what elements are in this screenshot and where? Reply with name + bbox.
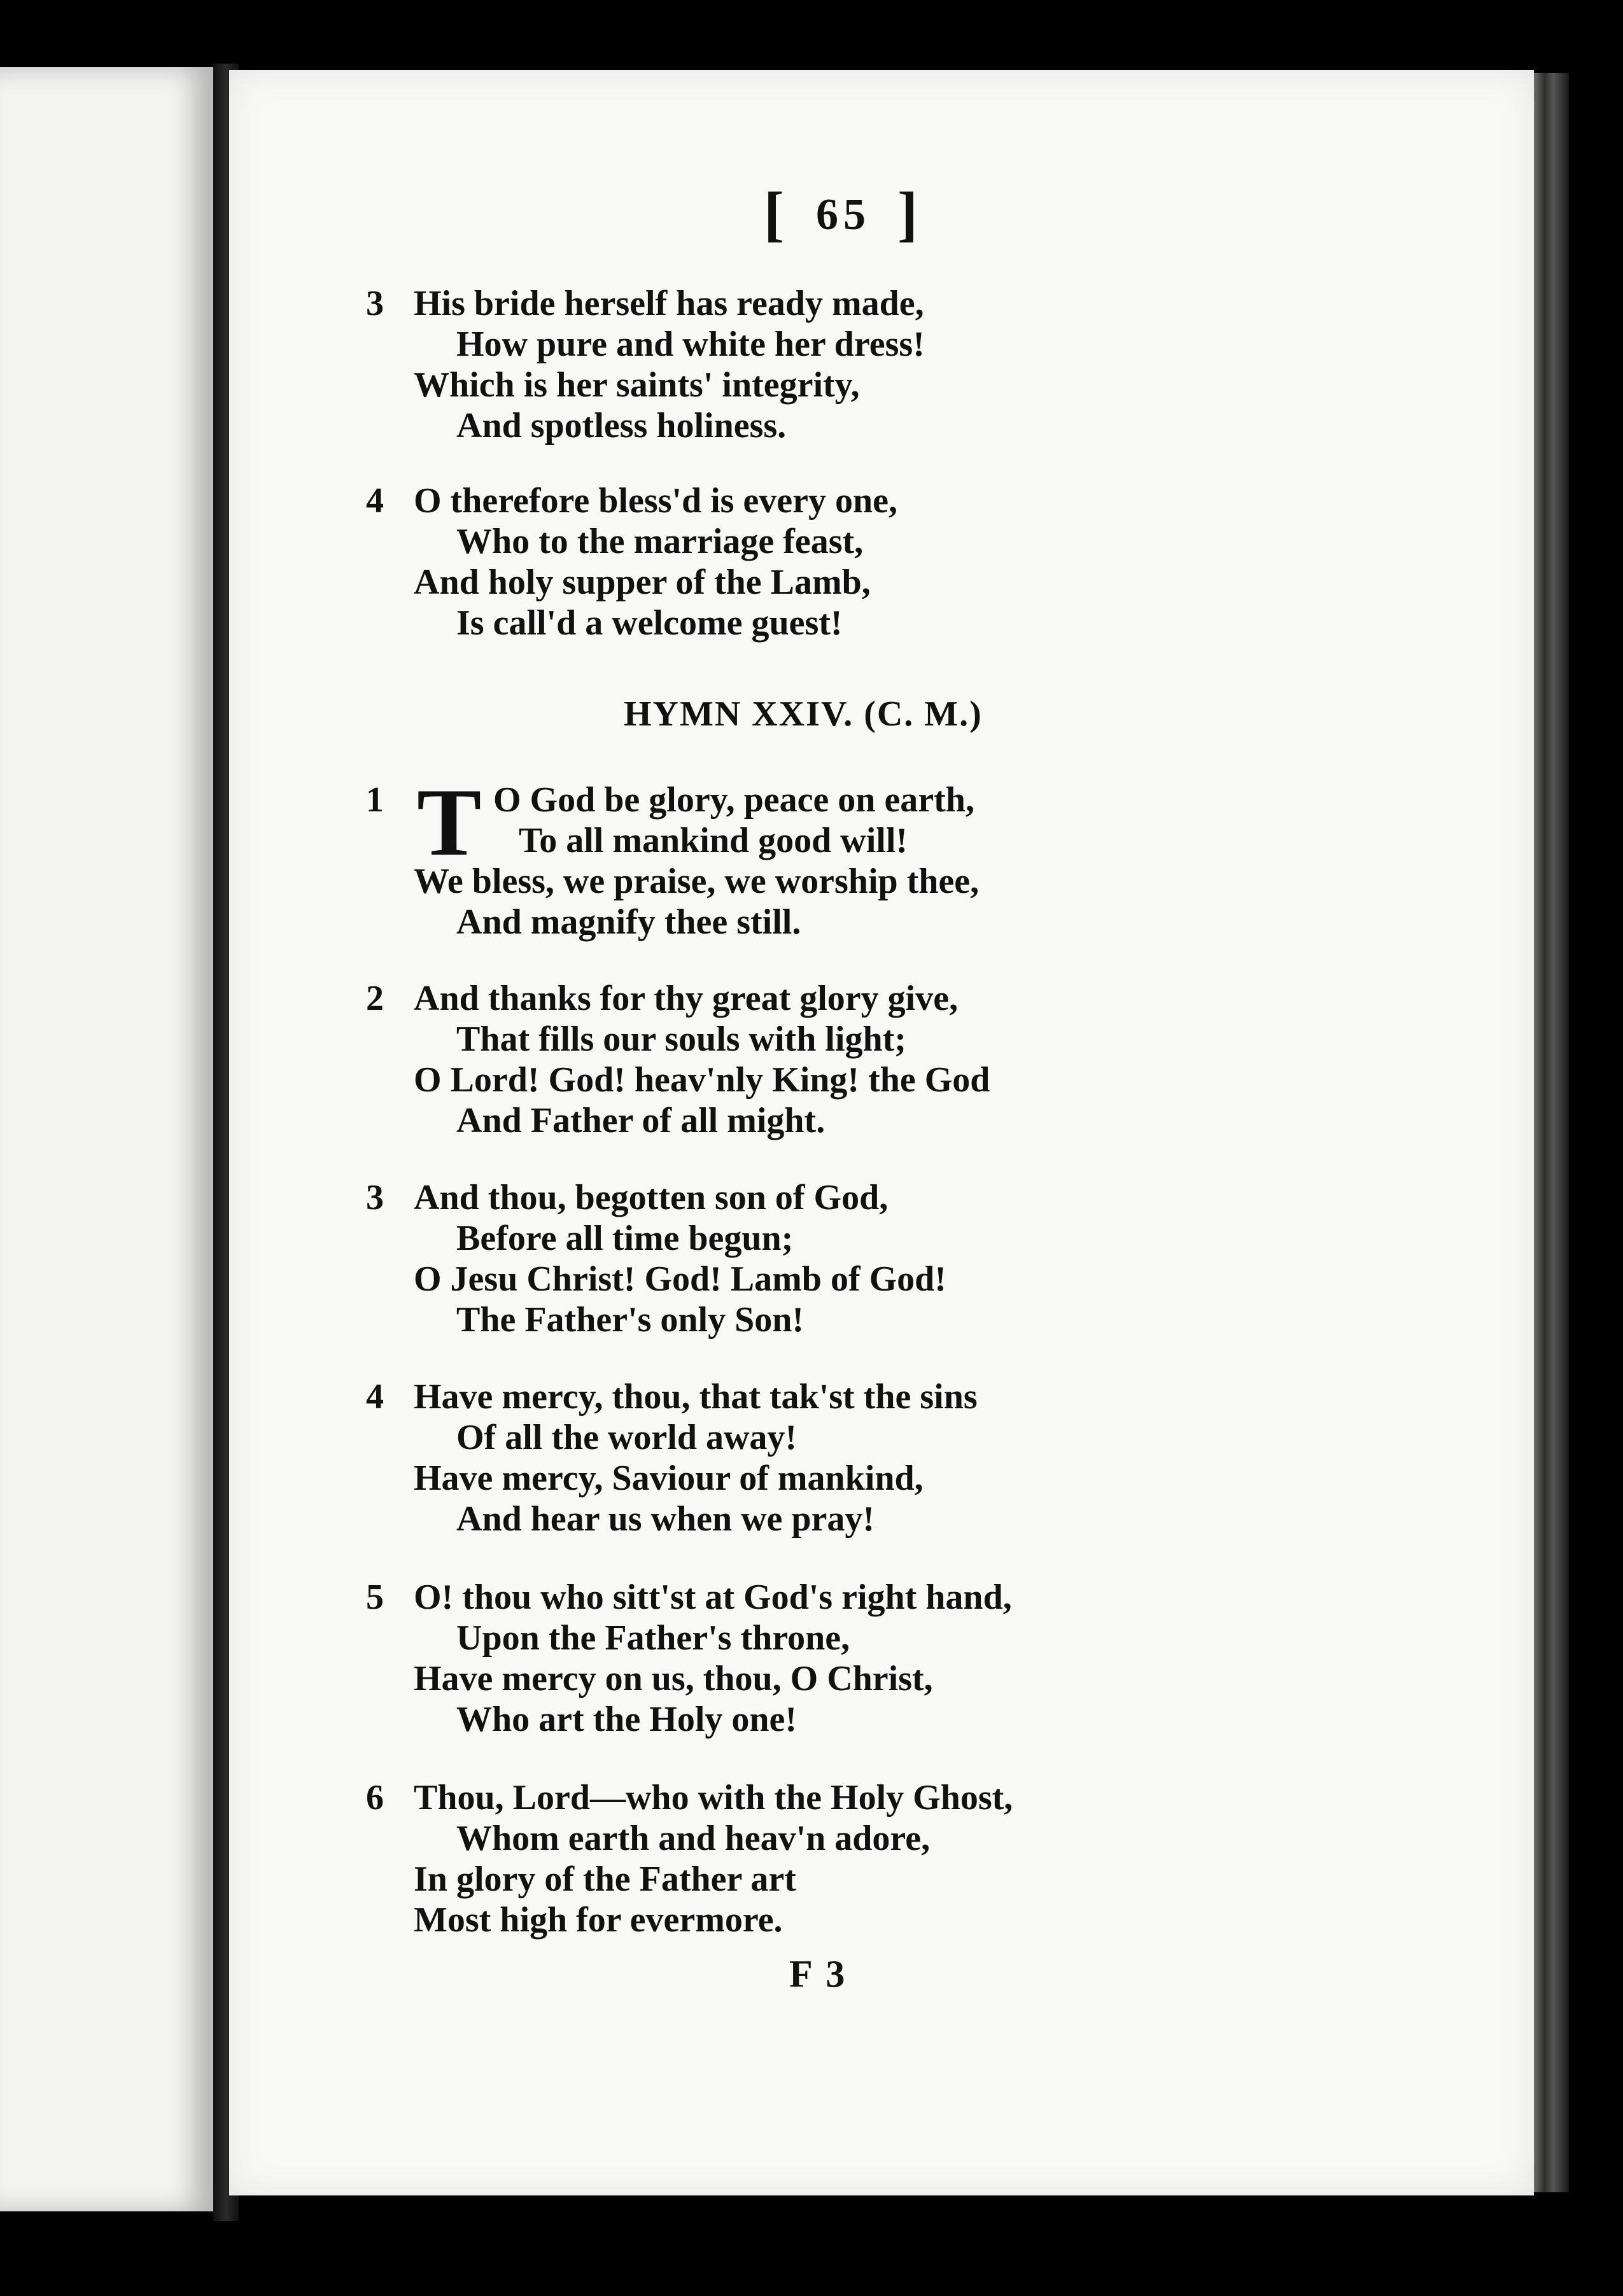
- verse-line: The Father's only Son!: [456, 1300, 804, 1340]
- verse-number: 5: [366, 1578, 384, 1617]
- verse-number: 3: [366, 284, 384, 323]
- verse-number: 3: [366, 1178, 384, 1217]
- verse-text: And thou, begotten son of God,: [414, 1178, 889, 1217]
- verse-line: [366, 1376, 1257, 1417]
- verse-line: O Jesu Christ! God! Lamb of God!: [414, 1259, 946, 1299]
- verse-text: O therefore bless'd is every one,: [414, 481, 898, 521]
- verse-line: Have mercy on us, thou, O Christ,: [414, 1659, 933, 1698]
- verse-text: His bride herself has ready made,: [414, 284, 924, 323]
- verse-text: To all mankind good will!: [519, 821, 908, 860]
- page-header: [764, 178, 993, 249]
- verse-line: [366, 780, 1257, 820]
- verse-line: And holy supper of the Lamb,: [414, 563, 871, 602]
- verse-line: [366, 283, 1257, 324]
- page-number: 65: [815, 190, 871, 239]
- bracket-open: [: [764, 179, 789, 248]
- verse-number: 1: [366, 780, 384, 820]
- verse-line: [366, 820, 1257, 861]
- verse-line: And hear us when we pray!: [456, 1499, 875, 1539]
- verse-line: Who to the marriage feast,: [456, 522, 864, 561]
- verse-line: [366, 480, 1257, 521]
- verse-number: 6: [366, 1778, 384, 1817]
- hymn-verse-6: [366, 1777, 1257, 1940]
- verse-line: That fills our souls with light;: [456, 1019, 906, 1059]
- verse-line: And Father of all might.: [456, 1101, 826, 1140]
- verse-line: In glory of the Father art: [414, 1859, 796, 1899]
- verse-line: And spotless holiness.: [456, 406, 787, 445]
- verse-line: Is call'd a welcome guest!: [456, 603, 843, 643]
- verse-number: 4: [366, 1377, 384, 1417]
- verse-line: We bless, we praise, we worship thee,: [414, 862, 980, 901]
- hymn-verse-5: [366, 1577, 1257, 1740]
- verse-line: Of all the world away!: [456, 1418, 797, 1457]
- verse-line: O Lord! God! heav'nly King! the God: [414, 1060, 990, 1100]
- verse-text: O! thou who sitt'st at God's right hand,: [414, 1578, 1012, 1617]
- verse-number: 2: [366, 979, 384, 1018]
- verse-line: Have mercy, Saviour of mankind,: [414, 1459, 924, 1498]
- hymn-verse-3: [366, 1177, 1257, 1340]
- verse-text: And thanks for thy great glory give,: [414, 979, 959, 1018]
- verse-line: Who art the Holy one!: [456, 1700, 797, 1739]
- verse-line: How pure and white her dress!: [456, 325, 925, 364]
- verse-number: 4: [366, 481, 384, 521]
- verse-line: Whom earth and heav'n adore,: [456, 1819, 931, 1858]
- verse-text: Have mercy, thou, that tak'st the sins: [414, 1377, 978, 1417]
- verse-text: O God be glory, peace on earth,: [493, 780, 974, 820]
- verse-line: [366, 1577, 1257, 1618]
- prev-hymn-verse-3: [366, 283, 1257, 446]
- verse-line: [366, 978, 1257, 1019]
- bracket-close: ]: [897, 179, 923, 248]
- verse-line: Upon the Father's throne,: [456, 1618, 850, 1658]
- verse-line: Before all time begun;: [456, 1219, 794, 1258]
- verse-line: Which is her saints' integrity,: [414, 365, 860, 405]
- verse-line: [366, 1177, 1257, 1218]
- hymn-title: HYMN XXIV. (C. M.): [624, 694, 983, 734]
- hymn-verse-2: [366, 978, 1257, 1141]
- verse-line: [366, 1777, 1257, 1818]
- signature-mark: F 3: [789, 1953, 848, 1995]
- hymn-verse-4: [366, 1376, 1257, 1539]
- verse-line: And magnify thee still.: [456, 902, 801, 942]
- drop-cap: T: [417, 769, 482, 876]
- verse-line: Most high for evermore.: [414, 1900, 783, 1940]
- prev-hymn-verse-4: [366, 480, 1257, 643]
- verse-text: Thou, Lord—who with the Holy Ghost,: [414, 1778, 1013, 1817]
- hymn-verse-1: [366, 769, 1257, 942]
